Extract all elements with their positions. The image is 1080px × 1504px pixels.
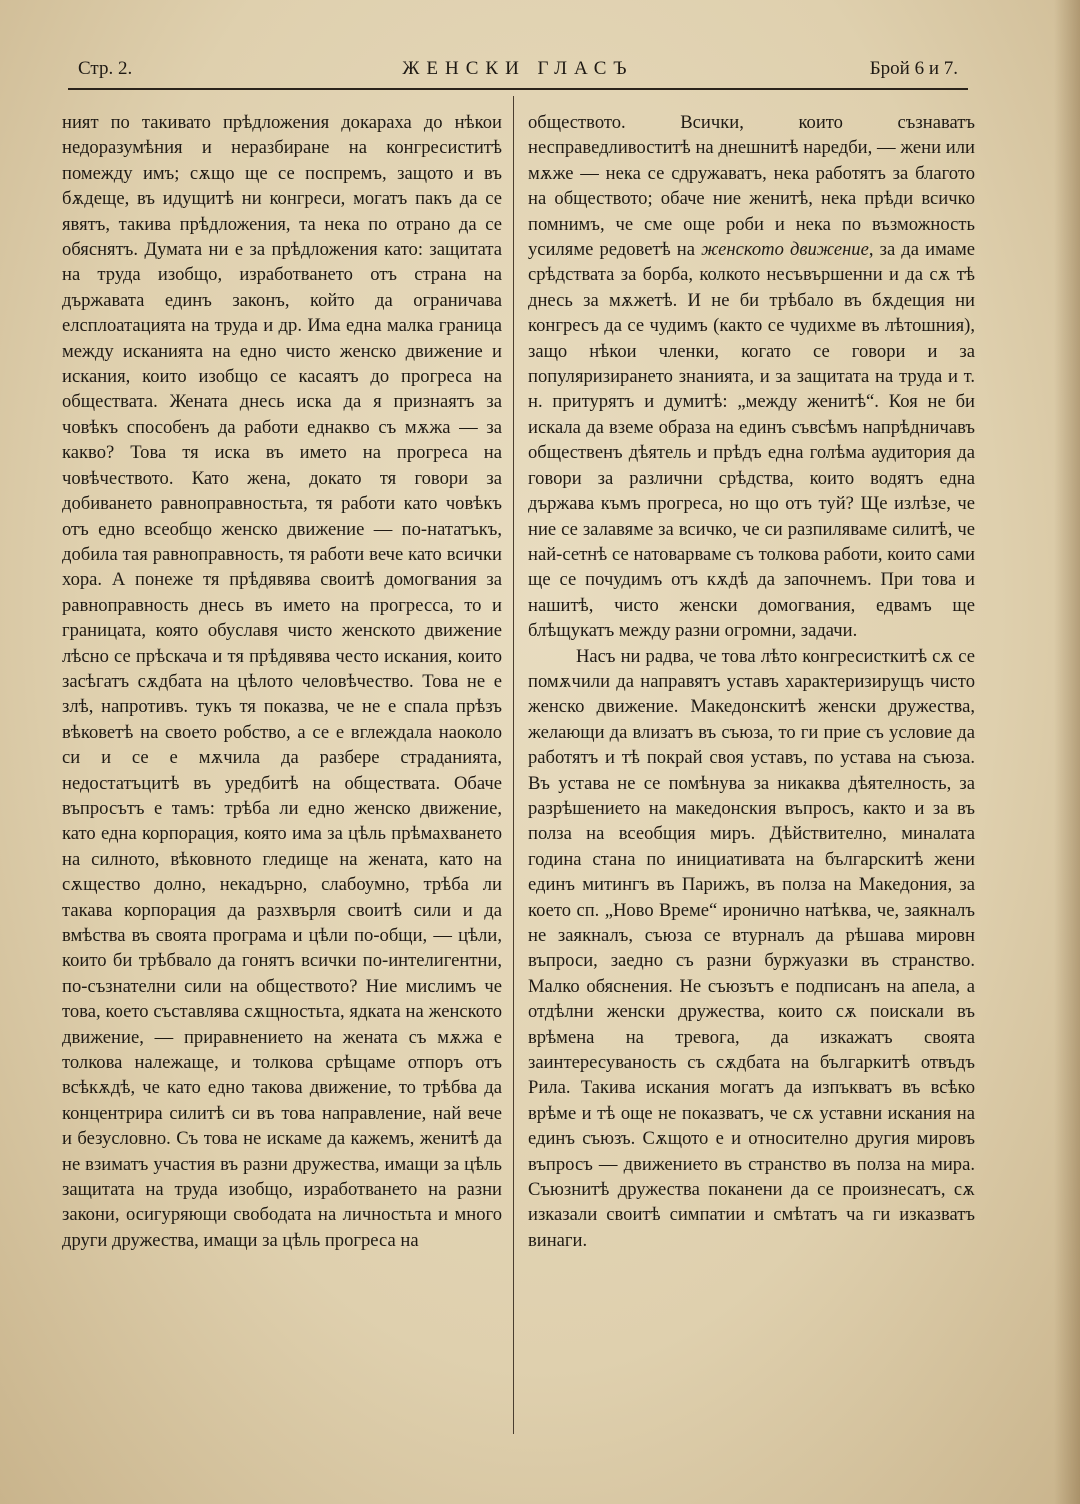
right-paragraph-1 (528, 110, 975, 644)
header-rule (68, 88, 968, 90)
newspaper-title: ЖЕНСКИ ГЛАСЪ (402, 58, 634, 79)
right-paragraph-1-text-a: обществото. Всички, които съзнаватъ несправедливоститѣ на днешнитѣ наредби, — жени или мѫже — нека се сдружаватъ, нека работятъ за благото на обществото; обаче ние женитѣ, нека прѣди всичко помнимъ, че сме още роби и нека по възможность усиляме редоветѣ на (528, 112, 975, 261)
page-header (78, 58, 958, 88)
right-paragraph-2: Насъ ни радва, че това лѣто конгресисткитѣ сѫ се помѫчили да направятъ уставъ характеризирущъ чисто женско движение. Македонскитѣ женски дружества, желающи да влизатъ въ съюза, то ги прие съ условие да работятъ и тѣ покрай своя уставъ, по устава на съюза. Въ устава не се помѣнува за никаква дѣятелность, за разрѣшението на македонския въпросъ, както и за въ полза на всеобщия миръ. Дѣйствително, миналата година стана по инициативата на българскитѣ жени единъ митингъ въ Парижъ, въ полза на Македония, за което сп. „Ново Време“ иронично натѣква, че, заякналъ не заякналъ, съюза се втурналъ да рѣшава мировн въпроси, заедно съ разни буржуазки въ странство. Малко обяснения. Не съюзътъ е подписанъ на апела, а отдѣлни женски дружества, които сѫ поискали въ врѣмена на тревога, да изкажатъ своята заинтересуваность съ сѫдбата на българкитѣ отвъдъ Рила. Такива искания могатъ да изпъкватъ въ всѣко врѣме и тѣ още не показватъ, че сѫ уставни искания на единъ съюзъ. Сѫщото е и относително другия мировъ въпросъ — движението въ странство въ полза на мира. Съюзнитѣ дружества поканени да се произнесатъ, сѫ изказали своитѣ симпатии и смѣтатъ ча ги изказватъ винаги. (528, 645, 975, 1251)
page-edge-shadow (1054, 0, 1080, 1504)
right-paragraph-1-emphasis: женското движение (701, 239, 869, 261)
right-column (528, 110, 975, 1253)
column-divider (513, 96, 514, 1434)
left-column (62, 110, 502, 1253)
right-paragraph-1-text-b: , за да имаме срѣдствата за борба, колкото несъвършенни и да сѫ тѣ днесь за мѫжетѣ. И не би трѣбало въ бѫдещия ни конгресъ да се чудимъ (както се чудихме въ лѣтошния), защо нѣкои членки, когато се говори и за популяризирането знанията, и за защитата на труда и т. н. притурятъ и думитѣ: „между женитѣ“. Коя не би искала да вземе образа на единъ съвсѣмъ напрѣдничавъ общественъ дѣятель и прѣдъ една голѣма аудитория да говори за различни срѣдства, които водятъ една държава къмъ прогреса, но що отъ туй? Ще излѣзе, че ние се залавяме за всичко, че си разпиляваме силитѣ, че най-сетнѣ се натоварваме съ толкова работи, които сами ще се почудимъ отъ кѫдѣ да започнемъ. При това и нашитѣ, чисто женски домогвания, едвамъ ще блѣщукатъ между разни огромни, задачи. (528, 239, 975, 642)
issue-number: Брой 6 и 7. (869, 58, 958, 79)
left-paragraph-1: ният по такивато прѣдложения докараха до нѣкои недоразумѣния и неразбиране на конгресиститѣ помежду имъ; сѫщо ще се поспремъ, защото и въ бѫдеще, въ идущитѣ ни конгреси, могатъ пакъ да се явятъ, такива прѣдложения, та нека по отрано да се обяснятъ. Думата ни е за прѣдложения като: защитата на труда изобщо, изработването отъ страна на държавата единъ законъ, който да ограничава елсплоатацията на труда и др. Има една малка граница между исканията на едно чисто женско движение и искания, които изобщо се касаятъ до прогреса на обществата. Жената днесь иска да я признаятъ за човѣкъ способенъ да работи еднакво съ мѫжа — за какво? Това тя иска въ името на прогреса на човѣчеството. Като жена, докато тя говори за добиването равноправностьта, тя работи като човѣкъ отъ едно всеобщо женско движение — по-нататъкъ, добила тая равноправность, тя работи вече като всички хора. А понеже тя прѣдявява своитѣ домогвания за равноправность днесь въ името на прогресса, то и границата, която обуславя чисто женското движение лѣсно се прѣскача и тя прѣдявява често искания, които засѣгатъ сѫдбата на цѣлото человѣчество. Това не е злѣ, напротивъ. тукъ тя показва, че не е спала прѣзъ вѣковетѣ на своето робство, а се е вглеждала наоколо си и се е мѫчила да разбере страданията, недостатъцитѣ въ уредбитѣ на обществата. Обаче въпросътъ е тамъ: трѣба ли едно женско движение, като една корпорация, която има за цѣль прѣмахването на силното, вѣковното гледище на жената, като на сѫщество долно, некадърно, слабоумно, трѣба ли такава корпорация да разхвърля своитѣ сили и да вмѣства въ своята програма и цѣли по-общи, — цѣли, които би трѣбвало да гонятъ всички по-интелигентни, по-съзнателни сили на обществото? Ние мислимъ че това, което съставлява сѫщностьта, ядката на женското движение, — приравнението на жената съ мѫжа е толкова належаще, и толкова срѣщаме отпоръ отъ всѣкѫдѣ, че като едно такова движение, то трѣбва да концентрира силитѣ си въ това направление, най вече и безусловно. Съ това не искаме да кажемъ, женитѣ да не взиматъ участия въ разни дружества, имащи за цѣль защитата на труда изобщо, изработването на разни закони, осигуряющи свободата на личностьта и много други дружества, имащи за цѣль прогреса на (62, 112, 502, 1251)
page-number: Стр. 2. (78, 58, 133, 79)
